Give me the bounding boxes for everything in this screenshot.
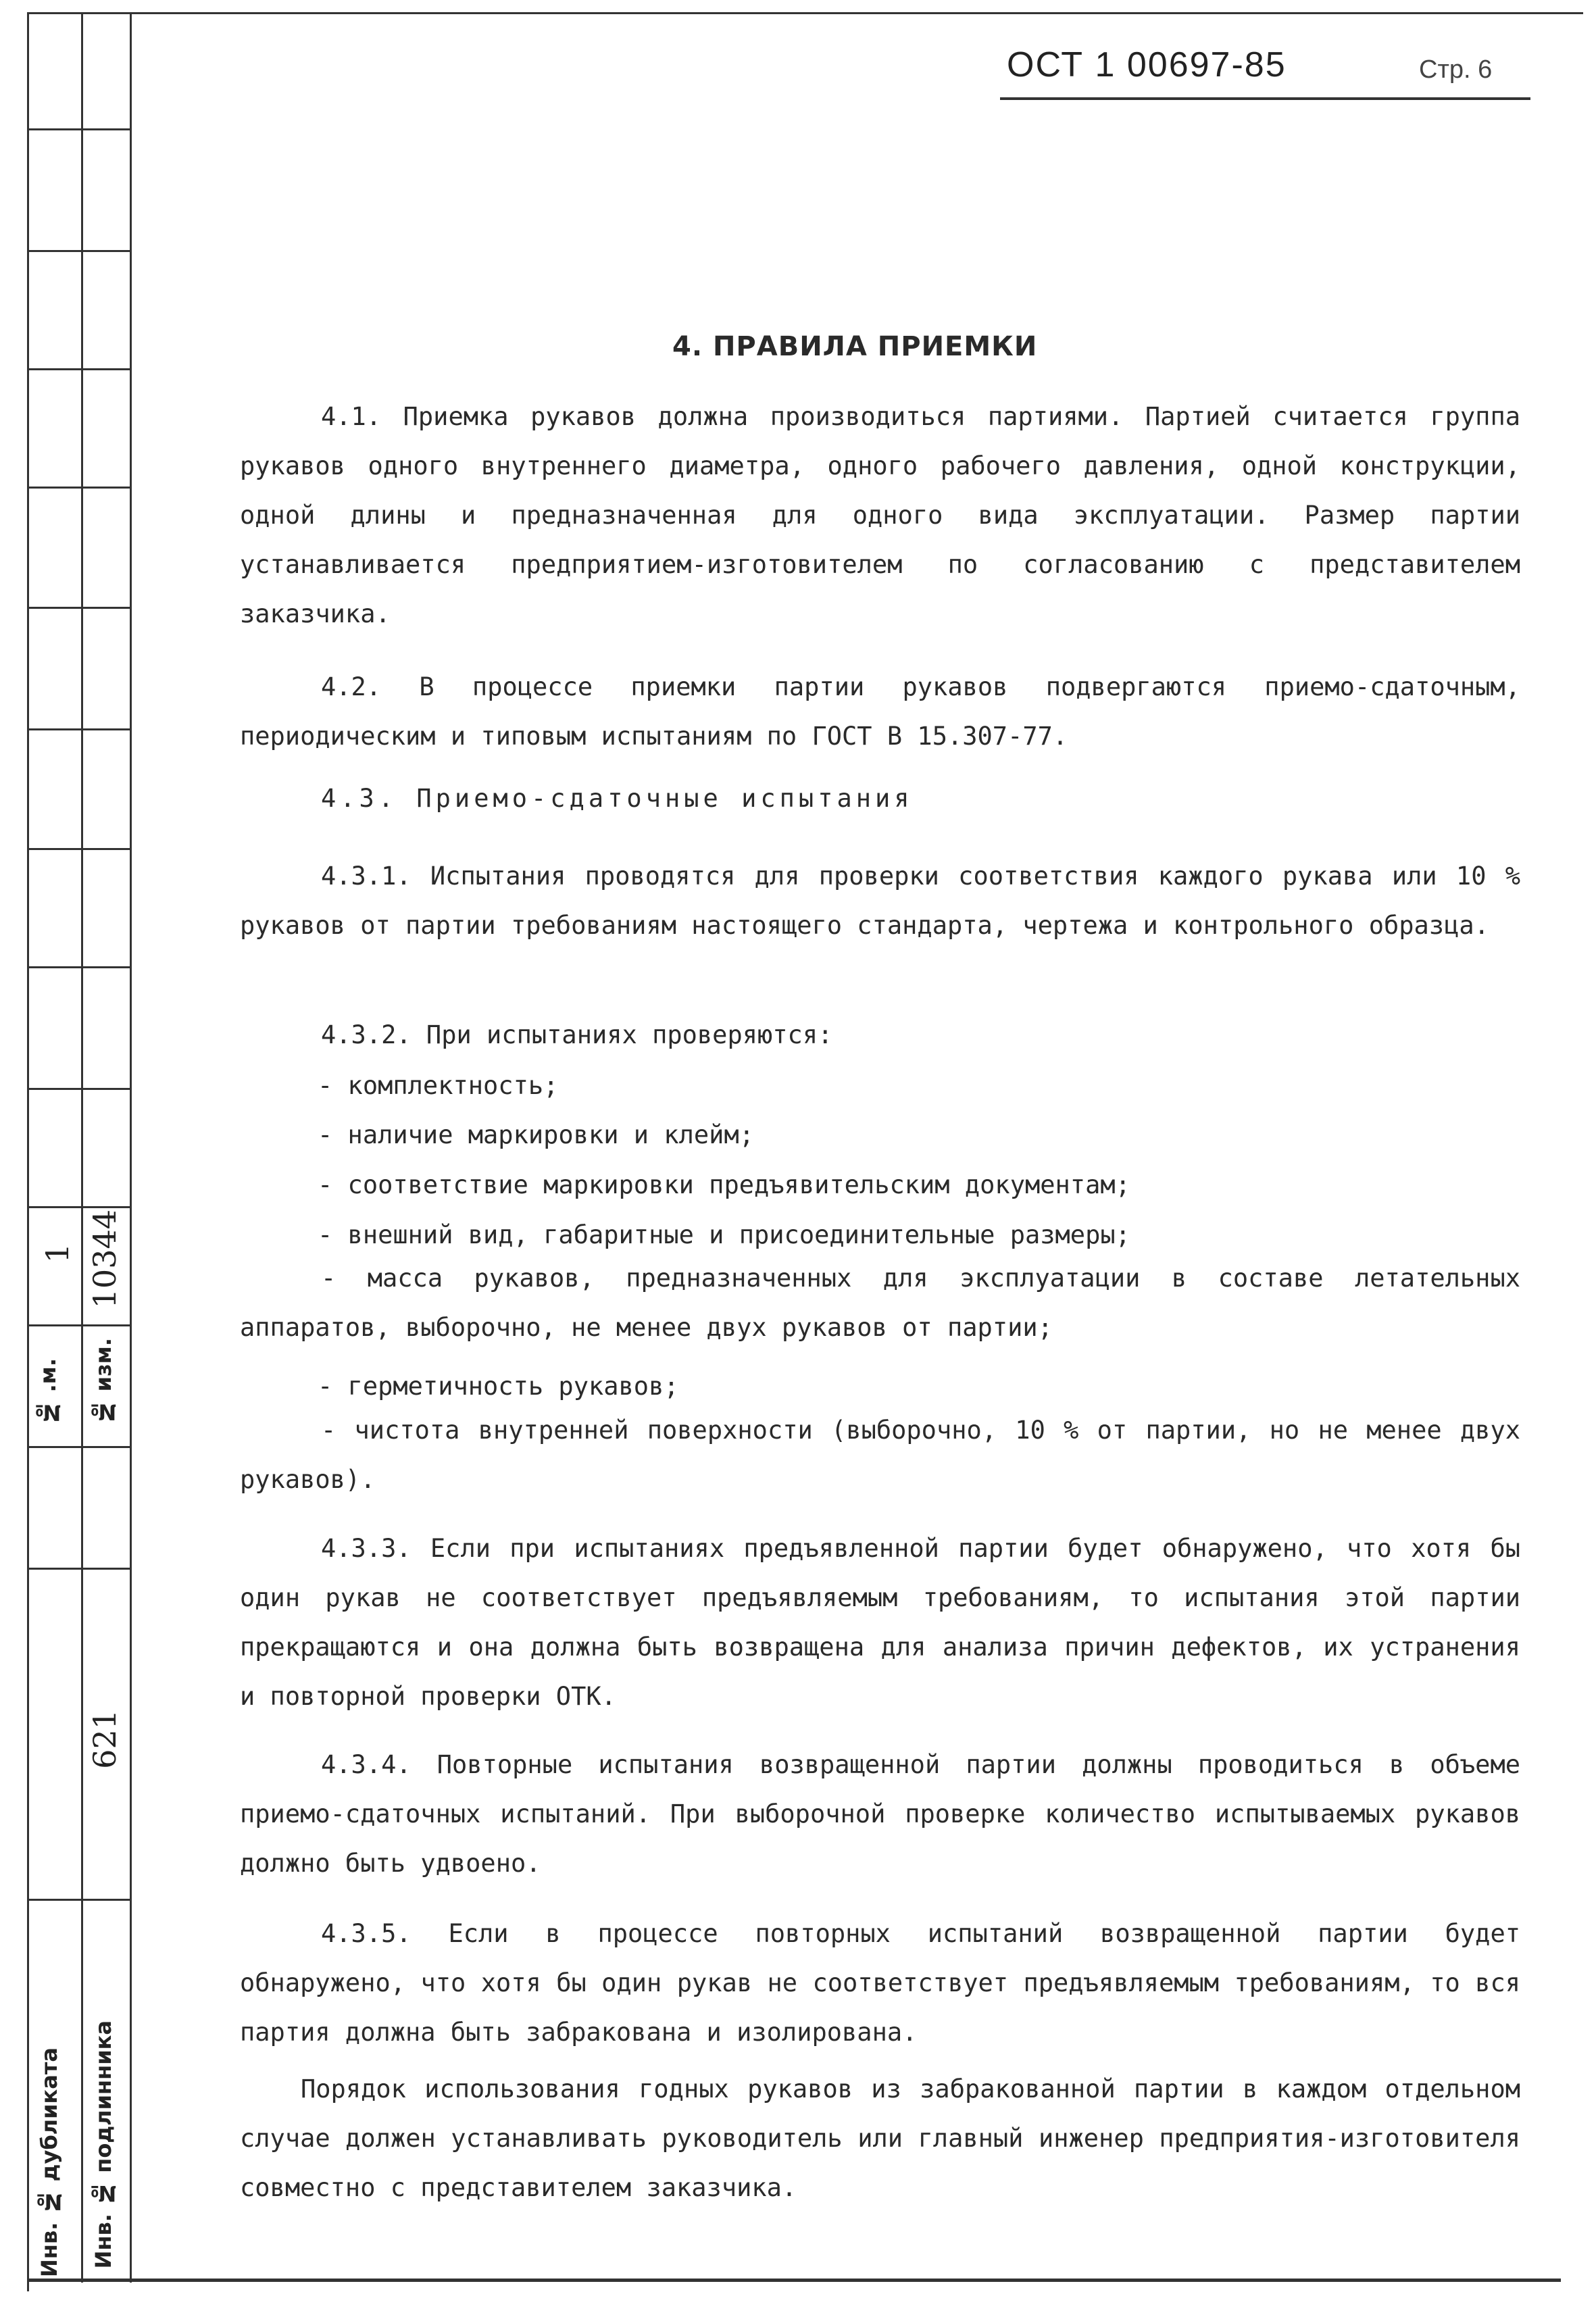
margin-divider xyxy=(27,368,130,370)
paragraph-4-3-2: 4.3.2. При испытаниях проверяются: xyxy=(321,1020,833,1049)
paragraph-4-3-1: 4.3.1. Испытания проводятся для проверки соответствия каждого рукава или 10 % рукавов от партии требованиям настоящего стандарта, чертежа и контрольного образца. xyxy=(240,862,1520,940)
margin-strip-column-1 xyxy=(27,12,83,2283)
list-item: - внешний вид, габаритные и присоединительные размеры; xyxy=(318,1220,1130,1249)
list-item: - соответствие маркировки предъявительским документам; xyxy=(318,1170,1130,1199)
margin-divider xyxy=(27,728,130,730)
paragraph-4-1: 4.1. Приемка рукавов должна производиться партиями. Партией считается группа рукавов одного внутреннего диаметра, одного рабочего давления, одной конструкции, одной длины и предназначенная для одного вида эксплуатации. Размер партии устанавливается предприятием-изготовителем по согласованию с представителем заказчика. xyxy=(240,402,1520,628)
margin-divider xyxy=(27,128,130,130)
margin-change-number: 10344 xyxy=(86,1210,123,1309)
paragraph-4-3-5: 4.3.5. Если в процессе повторных испытаний возвращенной партии будет обнаружено, что хотя бы один рукав не соответствует предъявляемым требованиям, то вся партия должна быть забракована и изолирована. xyxy=(240,1919,1520,2047)
margin-duplicate-inventory-label: Инв. № дубликата xyxy=(36,2047,62,2277)
paragraph-order: Порядок использования годных рукавов из забракованной партии в каждом отдельном случае должен устанавливать руководитель или главный инженер предприятия-изготовителя совместно с представителем заказчика. xyxy=(240,2074,1520,2202)
paragraph-4-3-4: 4.3.4. Повторные испытания возвращенной партии должны проводиться в объеме приемо-сдаточных испытаний. При выборочной проверке количество испытываемых рукавов должно быть удвоено. xyxy=(240,1750,1520,1878)
frame-bottom-rule xyxy=(27,2279,1561,2282)
margin-divider xyxy=(27,848,130,850)
section-title: 4. ПРАВИЛА ПРИЕМКИ xyxy=(672,331,1038,362)
list-item: - наличие маркировки и клейм; xyxy=(318,1120,755,1149)
page-number: Стр. 6 xyxy=(1419,55,1493,84)
subsection-heading-4-3: 4.3. Приемо-сдаточные испытания xyxy=(321,784,914,813)
margin-divider xyxy=(27,250,130,252)
margin-divider xyxy=(27,1568,130,1570)
paragraph-4-2: 4.2. В процессе приемки партии рукавов подвергаются приемо-сдаточным, периодическим и типовым испытаниям по ГОСТ В 15.307-77. xyxy=(240,672,1520,751)
document-code: ОСТ 1 00697-85 xyxy=(1007,45,1287,84)
margin-divider xyxy=(27,1206,130,1208)
margin-divider xyxy=(27,487,130,489)
margin-divider xyxy=(27,966,130,968)
margin-divider xyxy=(27,1088,130,1090)
list-item: - герметичность рукавов; xyxy=(318,1372,679,1401)
margin-divider xyxy=(27,607,130,609)
margin-strip-column-2 xyxy=(81,12,132,2283)
margin-divider xyxy=(27,1446,130,1448)
margin-original-inventory-value: 621 xyxy=(86,1710,123,1769)
list-item-cleanliness: - чистота внутренней поверхности (выборочно, 10 % от партии, но не менее двух рукавов). xyxy=(240,1416,1520,1494)
margin-change-no-value: 1 xyxy=(39,1243,76,1264)
list-item-mass: - масса рукавов, предназначенных для эксплуатации в составе летательных аппаратов, выборочно, не менее двух рукавов от партии; xyxy=(240,1264,1520,1342)
margin-divider xyxy=(27,1324,130,1326)
header-rule xyxy=(1000,97,1530,100)
list-item: - комплектность; xyxy=(318,1071,559,1100)
margin-no-label: № .м. xyxy=(35,1358,61,1426)
paragraph-4-3-3: 4.3.3. Если при испытаниях предъявленной партии будет обнаружено, что хотя бы один рукав не соответствует предъявляемым требованиям, то испытания этой партии прекращаются и она должна быть возвращена для анализа причин дефектов, их устранения и повторной проверки ОТК. xyxy=(240,1534,1520,1711)
margin-divider xyxy=(27,1899,130,1901)
margin-original-inventory-label: Инв. № подлинника xyxy=(91,2020,116,2269)
margin-change-no-label: № изм. xyxy=(91,1338,116,1425)
